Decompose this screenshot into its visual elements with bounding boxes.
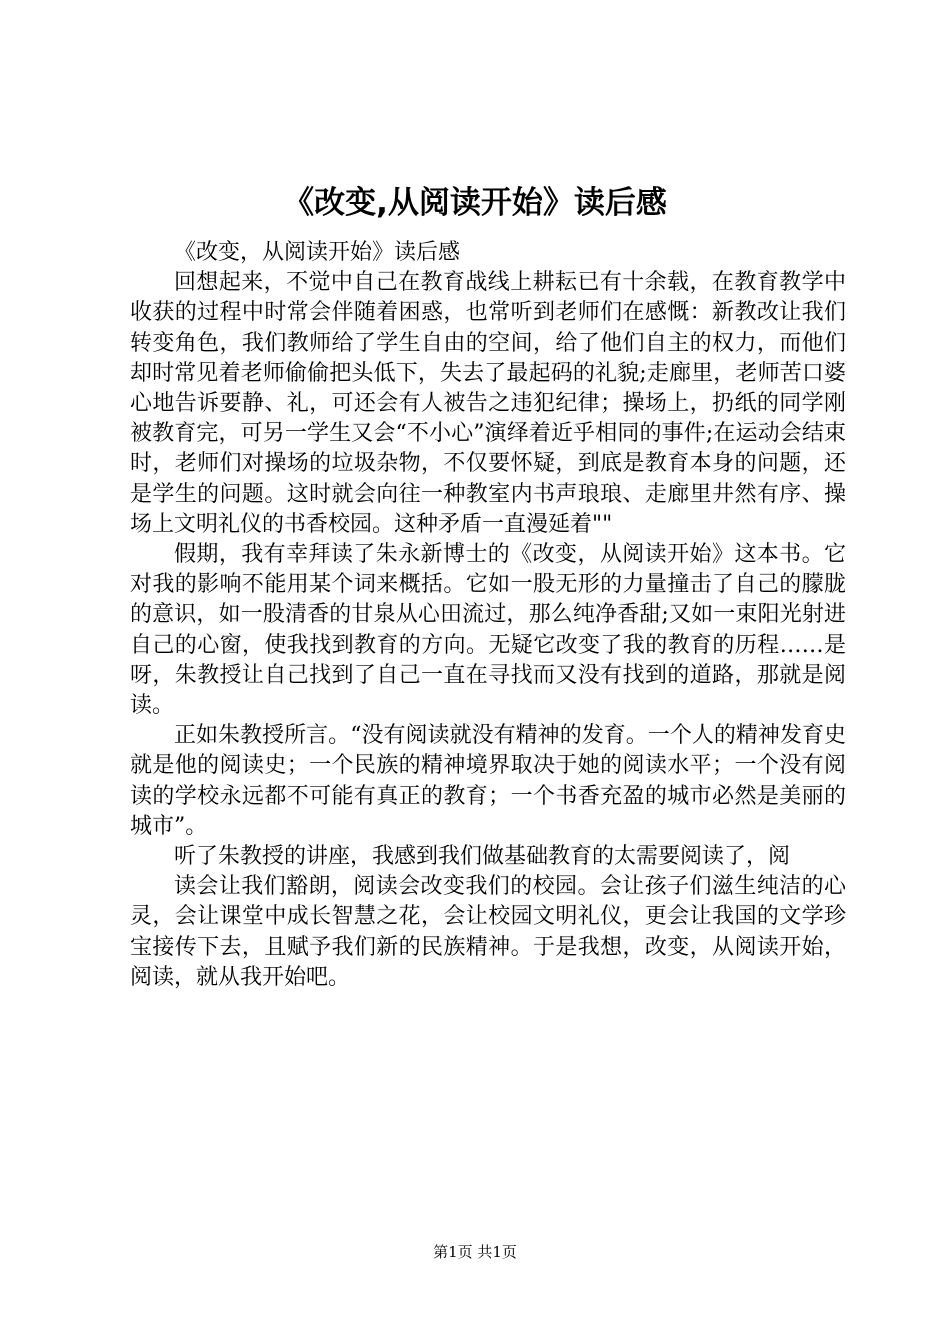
paragraph-subtitle: 《改变，从阅读开始》读后感: [174, 240, 461, 265]
paragraph-5: 读会让我们豁朗，阅读会改变我们的校园。会让孩子们滋生纯洁的心灵，会让课堂中成长智慧之花，会让校园文明礼仪，更会让我国的文学珍宝接传下去，且赋予我们新的民族精神。于是我想，改变，从阅读开始，阅读，就从我开始吧。: [130, 874, 846, 990]
document-title: 《改变,从阅读开始》读后感: [283, 185, 667, 221]
page-footer: 第1页 共1页: [433, 1243, 517, 1261]
paragraph-2: 假期，我有幸拜读了朱永新博士的《改变，从阅读开始》这本书。它对我的影响不能用某个词来概括。它如一股无形的力量撞击了自己的朦胧的意识，如一股清香的甘泉从心田流过，那么纯净香甜;又如一束阳光射进自己的心窗，使我找到教育的方向。无疑它改变了我的教育的历程……是呀，朱教授让自己找到了自己一直在寻找而又没有找到的道路，那就是阅读。: [130, 542, 846, 719]
document-body: [130, 238, 846, 993]
paragraph-4: 听了朱教授的讲座，我感到我们做基础教育的太需要阅读了，阅: [174, 844, 791, 870]
paragraph-3: 正如朱教授所言。“没有阅读就没有精神的发育。一个人的精神发育史就是他的阅读史；一个民族的精神境界取决于她的阅读水平；一个没有阅读的学校永远都不可能有真正的教育；一个书香充盈的城市必然是美丽的城市”。: [130, 723, 846, 839]
paragraph-1: 回想起来，不觉中自己在教育战线上耕耘已有十余载，在教育教学中收获的过程中时常会伴随着困惑，也常听到老师们在感慨：新教改让我们转变角色，我们教师给了学生自由的空间，给了他们自主的权力，而他们却时常见着老师偷偷把头低下，失去了最起码的礼貌;走廊里，老师苦口婆心地告诉要静、礼，可还会有人被告之违犯纪律；操场上，扔纸的同学刚被教育完，可另一学生又会“不小心”演绎着近乎相同的事件;在运动会结束时，老师们对操场的垃圾杂物，不仅要怀疑，到底是教育本身的问题，还是学生的问题。这时就会向往一种教室内书声琅琅、走廊里井然有序、操场上文明礼仪的书香校园。这种矛盾一直漫延着"": [130, 270, 846, 537]
